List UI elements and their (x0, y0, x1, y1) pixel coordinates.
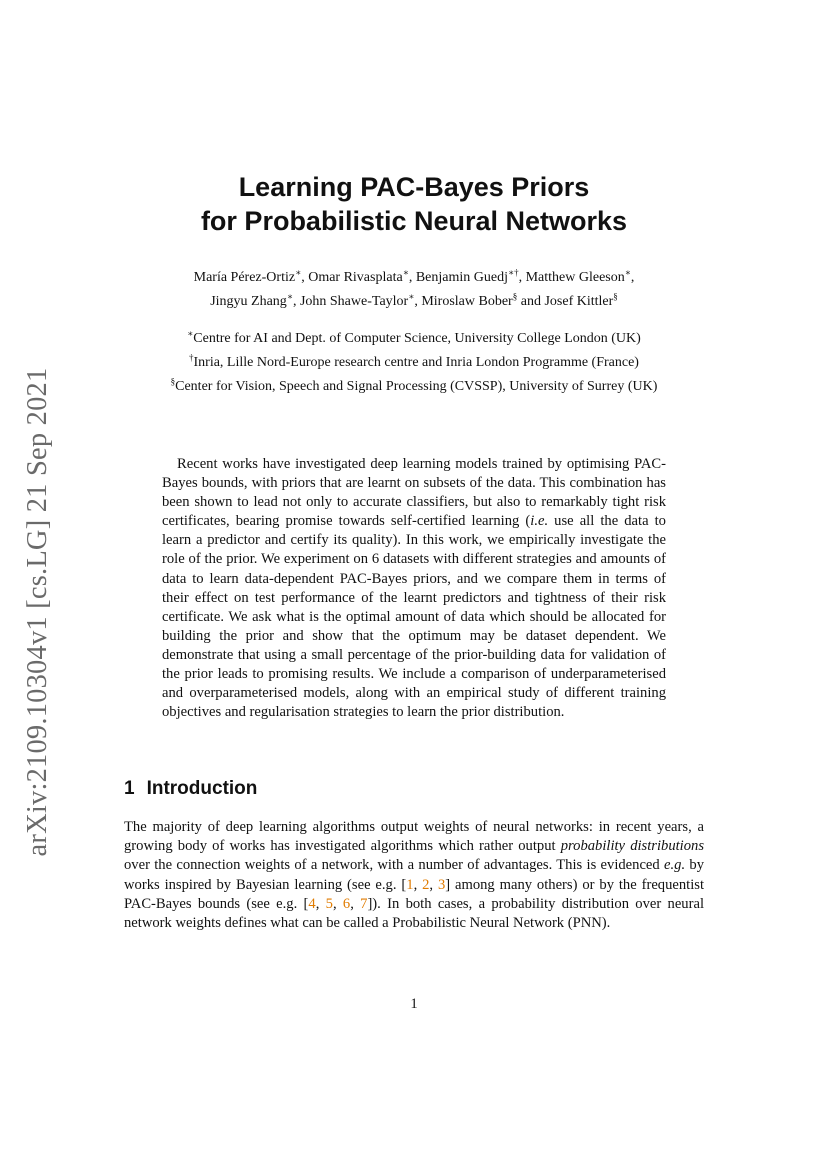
author-name: Miroslaw Bober (421, 294, 513, 309)
citation-link[interactable]: 3 (437, 876, 446, 893)
section-title: Introduction (146, 778, 258, 799)
affiliation-line (0, 375, 828, 399)
affiliation-text: Inria, Lille Nord-Europe research centre and Inria London Programme (France) (193, 355, 639, 370)
author-name: Matthew Gleeson (525, 270, 625, 285)
author-name: Omar Rivasplata (308, 270, 403, 285)
author-name: Jingyu Zhang (210, 294, 287, 309)
section-heading-introduction (124, 778, 257, 800)
author-name: John Shawe-Taylor (299, 294, 409, 309)
citation-link[interactable]: 7 (360, 895, 368, 912)
emphasis-text: probability distributions (560, 838, 704, 855)
author-name: Josef Kittler (544, 294, 614, 309)
author-affiliation-mark: § (512, 291, 518, 302)
author-name: María Pérez-Ortiz (193, 270, 296, 285)
abstract-text: use all the data to learn a predictor and certify its quality). In this work, we empirically investigate the role of the prior. We experiment on 6 datasets with different strategies and amounts of data to learn data-dependent PAC-Bayes priors, and we compare them in terms of their effect on test performance of the learnt predictors and tightness of their risk certificate. We ask what is the optimal amount of data which should be allocated for building the prior and show that the optimum may be dataset dependent. We demonstrate that using a small percentage of the prior-building data for validation of the prior leads to promising results. We include a comparison of underparameterised and overparameterised models, along with an empirical study of different training objectives and regularisation strategies to learn the prior distribution. (162, 513, 666, 721)
affiliation-mark: § (170, 376, 176, 387)
page-number: 1 (410, 996, 418, 1012)
abstract-text: Recent works have investigated deep learning models trained by optimising PAC-Bayes bounds, with priors that are learnt on subsets of the data. This combination has been shown to lead not only to accurate classifiers, but also to remarkably tight risk certificates, bearing promise towards self-certified learning ( (162, 456, 666, 530)
author-affiliation-mark: ∗ (408, 291, 415, 302)
title-line-1: Learning PAC-Bayes Priors (238, 172, 590, 202)
author-name: Benjamin Guedj (415, 270, 508, 285)
author-conjunction: and (520, 294, 541, 309)
affiliation-text: Center for Vision, Speech and Signal Processing (CVSSP), University of Surrey (UK) (175, 379, 658, 394)
citation-link[interactable]: 4 (308, 895, 316, 912)
author-line-1: María Pérez-Ortiz∗, Omar Rivasplata∗, Benjamin Guedj∗†, Matthew Gleeson∗, (193, 267, 635, 285)
affiliation-mark: † (189, 352, 194, 363)
abstract-paragraph (162, 455, 666, 722)
paper-title (0, 170, 828, 238)
introduction-body (124, 818, 704, 933)
author-affiliation-mark: ∗ (624, 267, 631, 278)
arxiv-identifier-sidebar: arXiv:2109.10304v1 [cs.LG] 21 Sep 2021 (22, 367, 53, 857)
section-number: 1 (124, 778, 135, 799)
author-affiliation-mark: ∗ (402, 267, 409, 278)
author-affiliation-mark: ∗† (507, 267, 519, 278)
citation-link[interactable]: 5 (325, 895, 333, 912)
affiliation-list (0, 327, 828, 399)
author-line-2: Jingyu Zhang∗, John Shawe-Taylor∗, Miroslaw Bober§ and Josef Kittler§ (210, 291, 618, 309)
citation-link[interactable]: 2 (422, 876, 430, 893)
citation-link[interactable]: 1 (406, 876, 414, 893)
emphasis-text: e.g. (664, 857, 686, 874)
citation-link[interactable]: 6 (342, 895, 351, 912)
abstract-emphasis: i.e. (530, 513, 549, 530)
affiliation-mark: ∗ (187, 328, 194, 339)
introduction-paragraph: The majority of deep learning algorithms output weights of neural networks: in recent years, a growing body of works has investigated algorithms which rather output probability distributions over the connection weights of a network, with a number of advantages. This is evidenced e.g. by works inspired by Bayesian learning (see e.g. [1, 2, 3] among many others) or by the frequentist PAC-Bayes bounds (see e.g. [4, 5, 6, 7]). In both cases, a probability distribution over neural network weights defines what can be called a Probabilistic Neural Network (PNN). (124, 819, 705, 932)
affiliation-text: Centre for AI and Dept. of Computer Science, University College London (UK) (193, 331, 641, 346)
author-list (0, 266, 828, 314)
abstract (162, 455, 666, 722)
title-line-2: for Probabilistic Neural Networks (200, 206, 628, 236)
affiliation-line (0, 327, 828, 351)
author-affiliation-mark: § (613, 291, 618, 302)
author-affiliation-mark: ∗ (286, 291, 293, 302)
affiliation-line (0, 351, 828, 375)
author-affiliation-mark: ∗ (295, 267, 302, 278)
